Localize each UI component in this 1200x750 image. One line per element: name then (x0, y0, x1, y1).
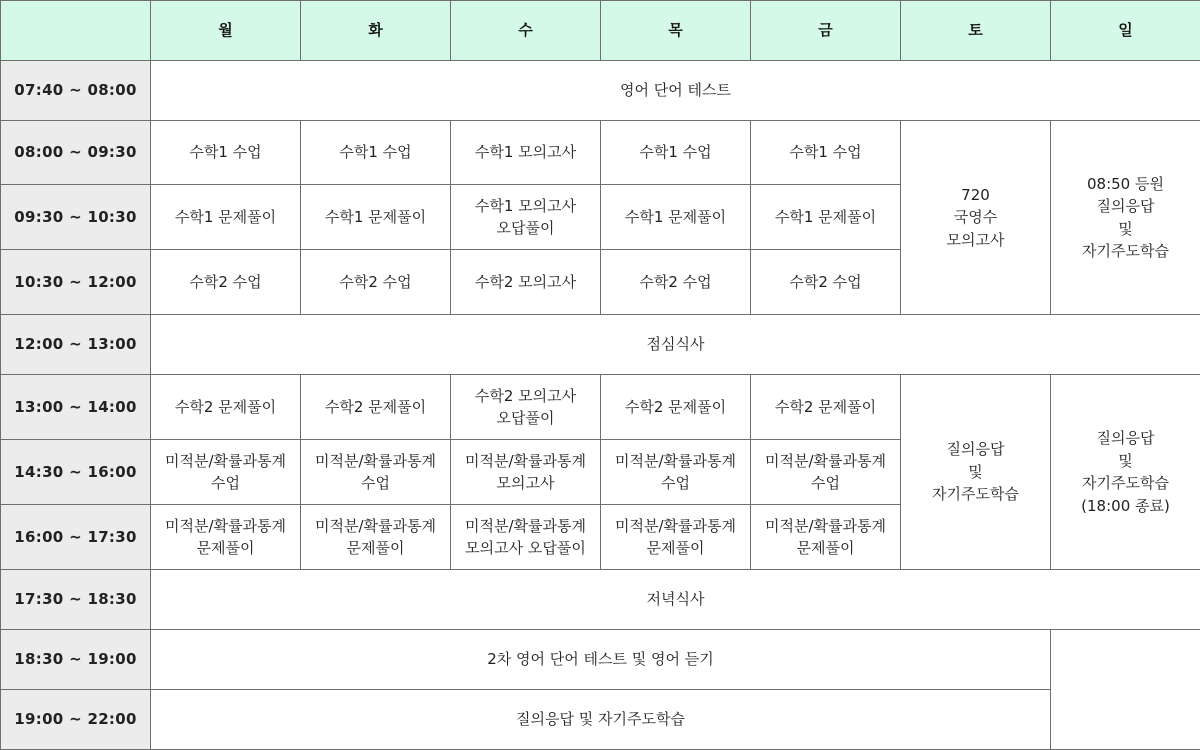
time-slot: 19:00 ~ 22:00 (1, 690, 151, 750)
sat-morning-mock-exam: 720 국영수 모의고사 (901, 121, 1051, 315)
time-slot: 09:30 ~ 10:30 (1, 185, 151, 250)
table-row (1, 315, 1200, 375)
day-header-fri: 금 (751, 1, 901, 61)
day-header-thu: 목 (601, 1, 751, 61)
day-header-mon: 월 (151, 1, 301, 61)
morning-word-test-cell: 영어 단어 테스트 (151, 61, 1200, 121)
time-slot: 16:00 ~ 17:30 (1, 505, 151, 570)
corner-cell (1, 1, 151, 61)
mon-math1-practice: 수학1 문제풀이 (151, 185, 301, 250)
mon-elective-class: 미적분/확률과통계 수업 (151, 440, 301, 505)
time-slot: 13:00 ~ 14:00 (1, 375, 151, 440)
header-row (1, 1, 1200, 61)
wed-elective-mock-review: 미적분/확률과통계 모의고사 오답풀이 (451, 505, 601, 570)
wed-math1-mock-review: 수학1 모의고사 오답풀이 (451, 185, 601, 250)
time-slot: 14:30 ~ 16:00 (1, 440, 151, 505)
thu-elective-practice: 미적분/확률과통계 문제풀이 (601, 505, 751, 570)
tue-elective-practice: 미적분/확률과통계 문제풀이 (301, 505, 451, 570)
thu-math2-practice: 수학2 문제풀이 (601, 375, 751, 440)
thu-math1-practice: 수학1 문제풀이 (601, 185, 751, 250)
evening-self-study-cell: 질의응답 및 자기주도학습 (151, 690, 1051, 750)
table-row (1, 121, 1200, 185)
time-slot: 18:30 ~ 19:00 (1, 630, 151, 690)
tue-math2-practice: 수학2 문제풀이 (301, 375, 451, 440)
fri-math2-class: 수학2 수업 (751, 250, 901, 315)
day-header-wed: 수 (451, 1, 601, 61)
tue-math1-class: 수학1 수업 (301, 121, 451, 185)
table-row (1, 375, 1200, 440)
time-slot: 08:00 ~ 09:30 (1, 121, 151, 185)
tue-math2-class: 수학2 수업 (301, 250, 451, 315)
fri-math1-class: 수학1 수업 (751, 121, 901, 185)
tue-math1-practice: 수학1 문제풀이 (301, 185, 451, 250)
wed-math2-mock: 수학2 모의고사 (451, 250, 601, 315)
table-row (1, 630, 1200, 690)
time-slot: 12:00 ~ 13:00 (1, 315, 151, 375)
mon-math1-class: 수학1 수업 (151, 121, 301, 185)
mon-elective-practice: 미적분/확률과통계 문제풀이 (151, 505, 301, 570)
wed-elective-mock: 미적분/확률과통계 모의고사 (451, 440, 601, 505)
wed-math1-mock: 수학1 모의고사 (451, 121, 601, 185)
day-header-tue: 화 (301, 1, 451, 61)
sat-afternoon-self-study: 질의응답 및 자기주도학습 (901, 375, 1051, 570)
time-slot: 10:30 ~ 12:00 (1, 250, 151, 315)
sun-morning-self-study: 08:50 등원 질의응답 및 자기주도학습 (1051, 121, 1200, 315)
fri-elective-class: 미적분/확률과통계 수업 (751, 440, 901, 505)
day-header-sun: 일 (1051, 1, 1200, 61)
time-slot: 17:30 ~ 18:30 (1, 570, 151, 630)
thu-math1-class: 수학1 수업 (601, 121, 751, 185)
thu-elective-class: 미적분/확률과통계 수업 (601, 440, 751, 505)
fri-math1-practice: 수학1 문제풀이 (751, 185, 901, 250)
mon-math2-class: 수학2 수업 (151, 250, 301, 315)
thu-math2-class: 수학2 수업 (601, 250, 751, 315)
fri-math2-practice: 수학2 문제풀이 (751, 375, 901, 440)
dinner-cell: 저녁식사 (151, 570, 1200, 630)
wed-math2-mock-review: 수학2 모의고사 오답풀이 (451, 375, 601, 440)
tue-elective-class: 미적분/확률과통계 수업 (301, 440, 451, 505)
evening-word-test-cell: 2차 영어 단어 테스트 및 영어 듣기 (151, 630, 1051, 690)
lunch-cell: 점심식사 (151, 315, 1200, 375)
time-slot: 07:40 ~ 08:00 (1, 61, 151, 121)
sun-afternoon-self-study: 질의응답 및 자기주도학습 (18:00 종료) (1051, 375, 1200, 570)
day-header-sat: 토 (901, 1, 1051, 61)
table-row (1, 690, 1200, 750)
table-row (1, 61, 1200, 121)
fri-elective-practice: 미적분/확률과통계 문제풀이 (751, 505, 901, 570)
mon-math2-practice: 수학2 문제풀이 (151, 375, 301, 440)
sun-evening-empty (1051, 630, 1200, 750)
table-row (1, 570, 1200, 630)
